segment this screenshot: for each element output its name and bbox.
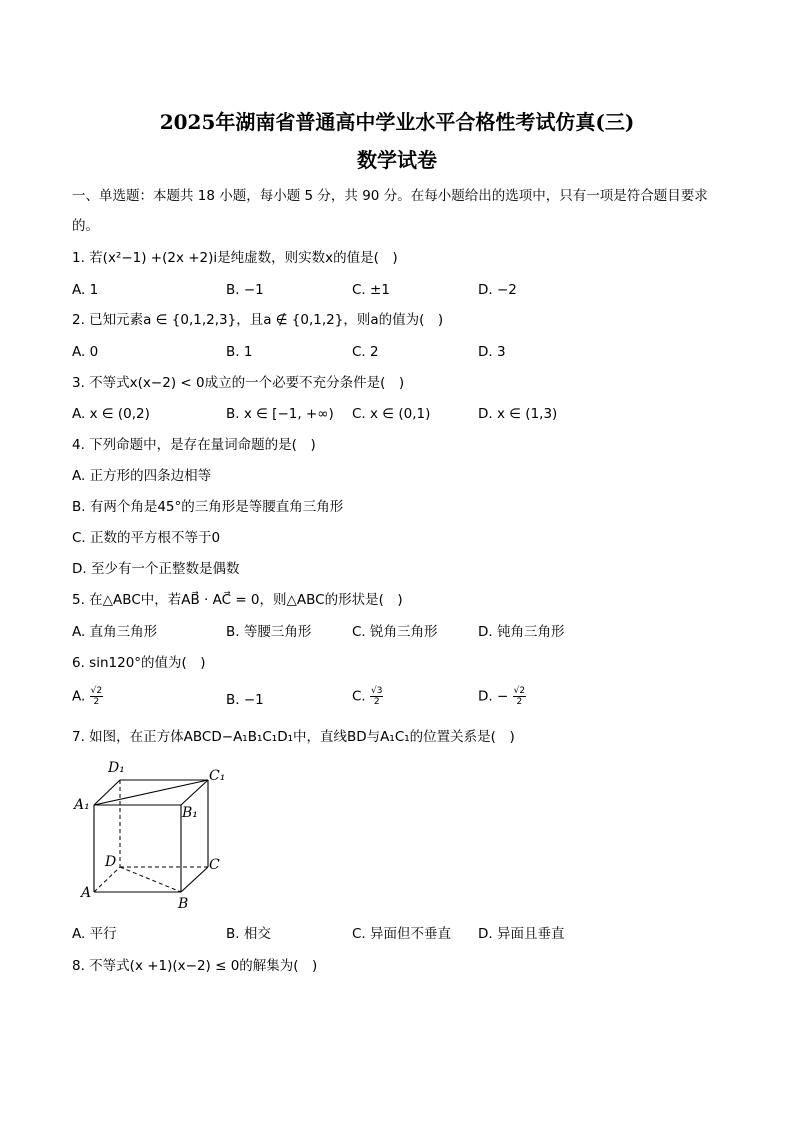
question-6-option-b: B. −1 — [226, 692, 264, 708]
fraction-denominator: 2 — [93, 697, 100, 707]
question-7-option-a: A. 平行 — [72, 926, 117, 942]
fraction — [513, 686, 526, 707]
question-2-option-c: C. 2 — [352, 344, 379, 360]
fraction-denominator: 2 — [373, 697, 380, 707]
question-6-option-a — [72, 686, 103, 707]
question-5-option-a: A. 直角三角形 — [72, 624, 158, 640]
vertex-label-c1: C₁ — [209, 768, 226, 784]
vertex-label-c: C — [209, 857, 220, 873]
option-label: C. — [352, 688, 366, 705]
diagonal-a1c1 — [94, 780, 208, 805]
fraction-numerator: √3 — [371, 686, 383, 696]
question-1-stem: 1. 若(x²−1) +(2x +2)i是纯虚数，则实数x的值是( ) — [72, 250, 398, 266]
question-1-option-d: D. −2 — [478, 282, 517, 298]
question-2-option-d: D. 3 — [478, 344, 506, 360]
exam-title: 2025年湖南省普通高中学业水平合格性考试仿真(三) — [159, 110, 635, 134]
vertex-label-b1: B₁ — [182, 805, 198, 821]
fraction — [90, 686, 103, 707]
question-1-option-a: A. 1 — [72, 282, 99, 298]
question-6-stem: 6. sin120°的值为( ) — [72, 655, 206, 671]
question-7-option-b: B. 相交 — [226, 926, 271, 942]
question-4-stem: 4. 下列命题中，是存在量词命题的是( ) — [72, 437, 316, 453]
question-2-stem: 2. 已知元素a ∈ {0,1,2,3}，且a ∉ {0,1,2}，则a的值为( ) — [72, 312, 444, 328]
question-4-option-a: A. 正方形的四条边相等 — [72, 468, 212, 484]
vertex-label-a: A — [81, 885, 92, 901]
question-4-option-b: B. 有两个角是45°的三角形是等腰直角三角形 — [72, 499, 344, 515]
question-5-option-d: D. 钝角三角形 — [478, 624, 565, 640]
question-3-stem: 3. 不等式x(x−2) < 0成立的一个必要不充分条件是( ) — [72, 375, 405, 391]
option-label: D. − — [478, 688, 509, 705]
edge-a1d1 — [94, 780, 120, 805]
question-4-option-d: D. 至少有一个正整数是偶数 — [72, 561, 240, 577]
question-3-option-a: A. x ∈ (0,2) — [72, 406, 150, 422]
question-3-option-b: B. x ∈ [−1, +∞) — [226, 406, 334, 422]
vertex-label-d1: D₁ — [108, 760, 125, 776]
option-label: A. — [72, 688, 86, 705]
question-5-option-c: C. 锐角三角形 — [352, 624, 438, 640]
question-5-stem: 5. 在△ABC中，若AB⃗ · AC⃗ = 0，则△ABC的形状是( ) — [72, 592, 403, 608]
question-2-option-a: A. 0 — [72, 344, 99, 360]
edge-ad-hidden — [94, 867, 120, 892]
cube-figure — [70, 755, 240, 915]
question-1-option-c: C. ±1 — [352, 282, 390, 298]
vertex-label-a1: A₁ — [74, 797, 90, 813]
question-6-option-c — [352, 686, 383, 707]
question-4-option-c: C. 正数的平方根不等于0 — [72, 530, 221, 546]
vertex-label-b: B — [178, 896, 189, 912]
section-instructions-cont: 的。 — [72, 218, 99, 234]
fraction-numerator: √2 — [513, 686, 526, 696]
question-3-option-d: D. x ∈ (1,3) — [478, 406, 558, 422]
question-7-stem: 7. 如图，在正方体ABCD−A₁B₁C₁D₁中，直线BD与A₁C₁的位置关系是( ) — [72, 729, 515, 745]
question-8-stem: 8. 不等式(x +1)(x−2) ≤ 0的解集为( ) — [72, 958, 318, 974]
question-2-option-b: B. 1 — [226, 344, 253, 360]
edge-b1c1 — [181, 780, 208, 805]
exam-subtitle: 数学试卷 — [357, 148, 437, 172]
question-7-option-d: D. 异面且垂直 — [478, 926, 565, 942]
fraction — [370, 686, 383, 707]
question-7-option-c: C. 异面但不垂直 — [352, 926, 452, 942]
fraction-numerator: √2 — [90, 686, 103, 696]
question-5-option-b: B. 等腰三角形 — [226, 624, 312, 640]
question-3-option-c: C. x ∈ (0,1) — [352, 406, 431, 422]
edge-bc — [181, 867, 208, 892]
section-instructions: 一、单选题：本题共 18 小题，每小题 5 分，共 90 分。在每小题给出的选项中，只有一项是符合题目要求 — [72, 188, 708, 204]
question-1-option-b: B. −1 — [226, 282, 264, 298]
vertex-label-d: D — [105, 854, 117, 870]
fraction-denominator: 2 — [516, 697, 523, 707]
question-6-option-d — [478, 686, 526, 707]
diagonal-bd-hidden — [120, 867, 181, 892]
